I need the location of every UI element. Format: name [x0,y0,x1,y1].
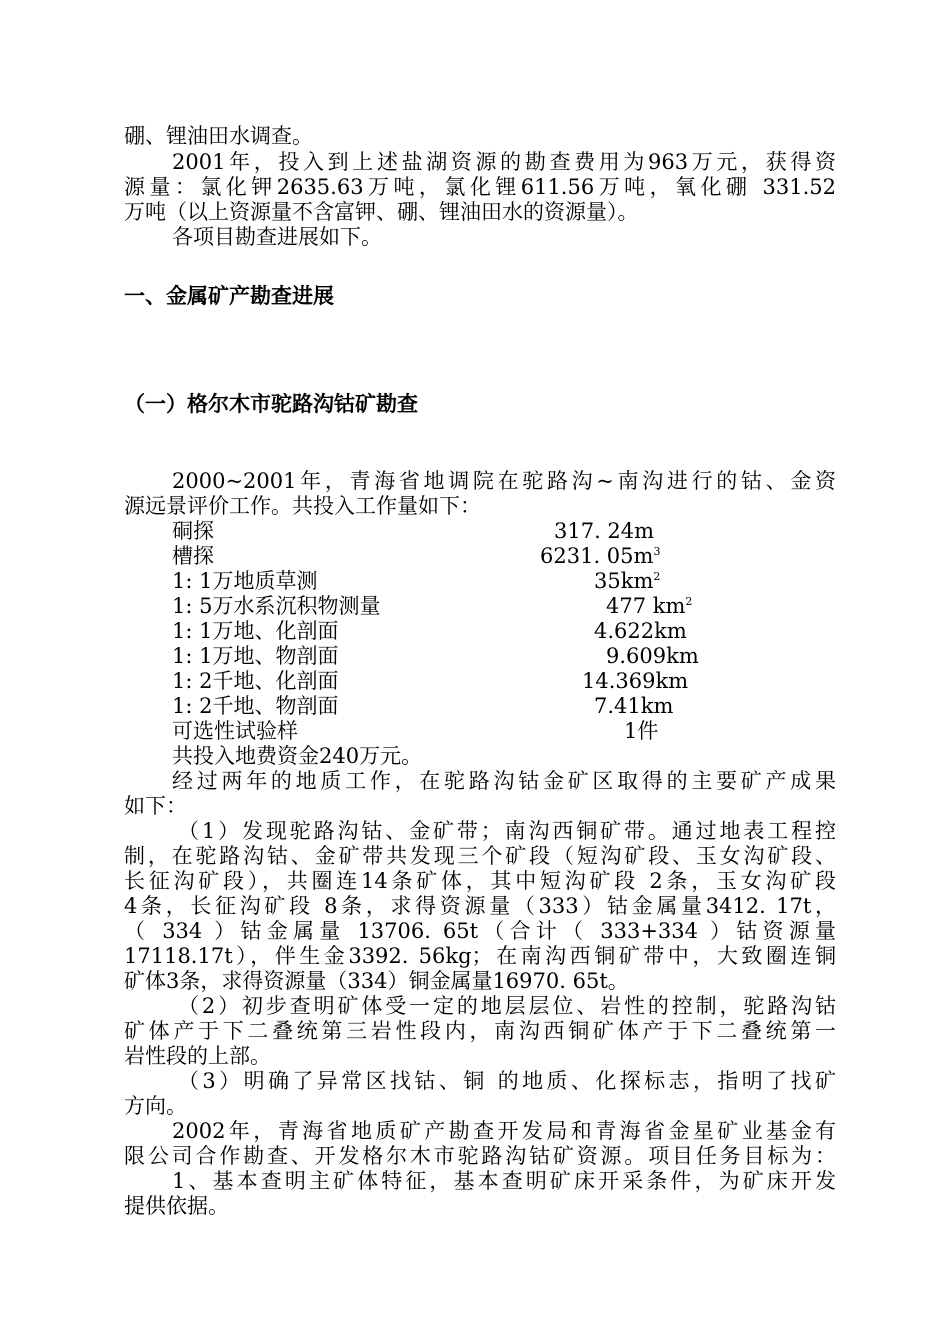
workload-item: 1: 1万地、物剖面 [172,644,339,668]
workload-amount: 4.622km [594,619,687,643]
workload-item: 1: 1万地、化剖面 [172,619,339,643]
text-line: 共投入地费资金240万元。 [172,744,423,768]
subsection-heading: （一）格尔木市驼路沟钴矿勘查 [124,392,418,416]
workload-amount: $35km^2$ [594,569,661,593]
text-line: 限公司合作勘查、开发格尔木市驼路沟钴矿资源。项目任务目标为： [124,1144,836,1168]
section-heading: 一、金属矿产勘查进展 [124,284,334,308]
workload-item: 槽探 [172,544,214,568]
workload-amount: 9.609km [606,644,699,668]
text-line: （1）发现驼路沟钴、金矿带；南沟西铜矿带。通过地表工程控 [178,819,836,843]
workload-amount: 7.41km [594,694,674,718]
workload-amount: 6231. $05m^3$ [540,544,661,568]
workload-item: 1: 1万地质草测 [172,569,318,593]
workload-amount: 14.369km [582,669,689,693]
text-line: 制，在驼路沟钴、金矿带共发现三个矿段（短沟矿段、玉女沟矿段、 [124,844,836,868]
text-line: 方向。 [124,1094,187,1118]
text-line: （ 334 ）钴金属量 13706. 65t（合计（ 333+334 ）钴资源量 [124,919,836,943]
text-line: 源远景评价工作。共投入工作量如下： [124,494,481,518]
workload-item: 1: 5万水系沉积物测量 [172,594,381,618]
text-line: 经过两年的地质工作，在驼路沟钴金矿区取得的主要矿产成果 [172,769,836,793]
text-line: 矿体产于下二叠统第三岩性段内，南沟西铜矿体产于下二叠统第一 [124,1019,836,1043]
workload-item: 1: 2千地、化剖面 [172,669,339,693]
text-line: 岩性段的上部。 [124,1044,271,1068]
workload-item: 1: 2千地、物剖面 [172,694,339,718]
workload-amount: 1件 [624,719,659,743]
text-line: 17118.17t），伴生金3392. 56kg；在南沟西铜矿带中，大致圈连铜 [124,944,836,968]
text-line: 硼、锂油田水调查。 [124,124,313,148]
text-line: 万吨（以上资源量不含富钾、硼、锂油田水的资源量）。 [124,200,639,224]
text-line: 矿体3条，求得资源量（334）铜金属量16970. 65t。 [124,969,629,993]
workload-amount: 317. 24m [554,519,655,543]
text-line: 2000~2001年，青海省地调院在驼路沟~南沟进行的钴、金资 [172,469,836,493]
text-line: 1、基本查明主矿体特征，基本查明矿床开采条件，为矿床开发 [172,1169,836,1193]
text-line: 2001年，投入到上述盐湖资源的勘查费用为963万元，获得资 [172,150,836,174]
text-line: 4条，长征沟矿段 8条，求得资源量（333）钴金属量3412. 17t， [124,894,836,918]
text-line: 提供依据。 [124,1194,229,1218]
text-line: 长征沟矿段），共圈连14条矿体，其中短沟矿段 2条，玉女沟矿段 [124,869,836,893]
text-line: （2）初步查明矿体受一定的地层层位、岩性的控制，驼路沟钴 [178,994,836,1018]
text-line: 2002年，青海省地质矿产勘查开发局和青海省金星矿业基金有 [172,1119,836,1143]
text-line: 如下： [124,794,187,818]
text-line: 源量：氯化钾2635.63万吨，氯化锂611.56万吨，氧化硼 331.52 [124,175,836,199]
text-line: 各项目勘查进展如下。 [172,225,382,249]
workload-amount: 477 $km^2$ [606,594,693,618]
text-line: （3）明确了异常区找钴、铜 的地质、化探标志，指明了找矿 [178,1069,836,1093]
workload-item: 可选性试验样 [172,719,298,743]
workload-item: 硐探 [172,519,214,543]
